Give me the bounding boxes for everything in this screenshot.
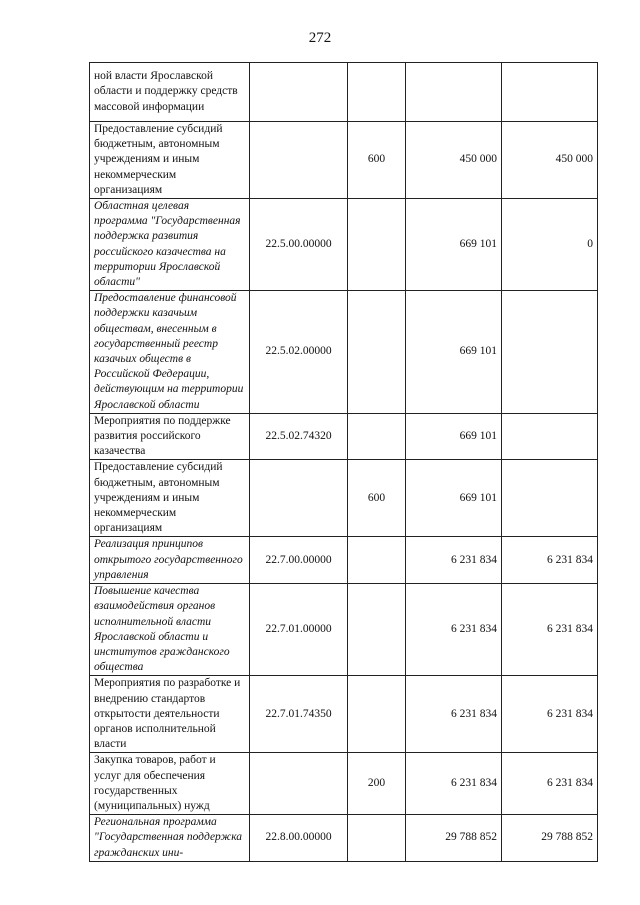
name-cell: Закупка товаров, работ и услуг для обеспечения государственных (муниципальных) нужд (90, 753, 250, 815)
name-cell: Предоставление финансовой поддержки казачьим обществам, внесенным в государственный реестр казачьих обществ в Российской Федерации, действующим на территории Ярославской области (90, 291, 250, 414)
page-number: 272 (308, 30, 332, 46)
name-cell: Областная целевая программа "Государственная поддержка развития российского казачества на территории Ярославской области" (90, 199, 250, 291)
name-cell: Региональная программа "Государственная поддержка гражданских ини- (90, 815, 250, 862)
amount-1-cell (406, 63, 502, 122)
amount-2-cell: 0 (502, 199, 598, 291)
expense-type-cell: 200 (348, 753, 406, 815)
amount-2-cell: 6 231 834 (502, 537, 598, 584)
amount-2-cell: 6 231 834 (502, 676, 598, 753)
name-cell: Мероприятия по разработке и внедрению стандартов открытости деятельности органов исполнительной власти (90, 676, 250, 753)
table-row (90, 199, 598, 291)
expense-type-cell (348, 63, 406, 122)
expense-type-cell (348, 584, 406, 676)
table-row (90, 753, 598, 815)
code-cell (250, 122, 348, 199)
amount-2-cell: 6 231 834 (502, 584, 598, 676)
amount-1-cell: 669 101 (406, 199, 502, 291)
amount-1-cell: 6 231 834 (406, 676, 502, 753)
code-cell: 22.7.00.00000 (250, 537, 348, 584)
code-cell: 22.8.00.00000 (250, 815, 348, 862)
expense-type-cell (348, 815, 406, 862)
table-row (90, 584, 598, 676)
amount-2-cell: 6 231 834 (502, 753, 598, 815)
table-row (90, 676, 598, 753)
amount-2-cell (502, 291, 598, 414)
table-row (90, 815, 598, 862)
amount-1-cell: 669 101 (406, 413, 502, 460)
amount-1-cell: 29 788 852 (406, 815, 502, 862)
code-cell: 22.7.01.74350 (250, 676, 348, 753)
code-cell (250, 63, 348, 122)
name-cell: Предоставление субсидий бюджетным, автономным учреждениям и иным некоммерческим организациям (90, 460, 250, 537)
code-cell: 22.5.02.00000 (250, 291, 348, 414)
table-row (90, 413, 598, 460)
amount-1-cell: 450 000 (406, 122, 502, 199)
name-cell: Мероприятия по поддержке развития российского казачества (90, 413, 250, 460)
amount-2-cell: 450 000 (502, 122, 598, 199)
expense-type-cell: 600 (348, 460, 406, 537)
code-cell: 22.5.02.74320 (250, 413, 348, 460)
expense-type-cell (348, 537, 406, 584)
table-row (90, 291, 598, 414)
name-cell: Предоставление субсидий бюджетным, автономным учреждениям и иным некоммерческим организациям (90, 122, 250, 199)
amount-1-cell: 6 231 834 (406, 584, 502, 676)
amount-1-cell: 6 231 834 (406, 537, 502, 584)
expense-type-cell (348, 291, 406, 414)
amount-1-cell: 6 231 834 (406, 753, 502, 815)
name-cell: ной власти Ярославской области и поддержку средств массовой информации (90, 63, 250, 122)
code-cell (250, 753, 348, 815)
code-cell: 22.5.00.00000 (250, 199, 348, 291)
amount-1-cell: 669 101 (406, 460, 502, 537)
table-row (90, 460, 598, 537)
code-cell (250, 460, 348, 537)
budget-table (89, 62, 598, 862)
expense-type-cell (348, 413, 406, 460)
amount-2-cell: 29 788 852 (502, 815, 598, 862)
expense-type-cell: 600 (348, 122, 406, 199)
table-row (90, 537, 598, 584)
amount-1-cell: 669 101 (406, 291, 502, 414)
code-cell: 22.7.01.00000 (250, 584, 348, 676)
amount-2-cell (502, 460, 598, 537)
amount-2-cell (502, 63, 598, 122)
amount-2-cell (502, 413, 598, 460)
name-cell: Реализация принципов открытого государственного управления (90, 537, 250, 584)
table-row (90, 63, 598, 122)
table-row (90, 122, 598, 199)
expense-type-cell (348, 676, 406, 753)
expense-type-cell (348, 199, 406, 291)
name-cell: Повышение качества взаимодействия органов исполнительной власти Ярославской области и институтов гражданского общества (90, 584, 250, 676)
